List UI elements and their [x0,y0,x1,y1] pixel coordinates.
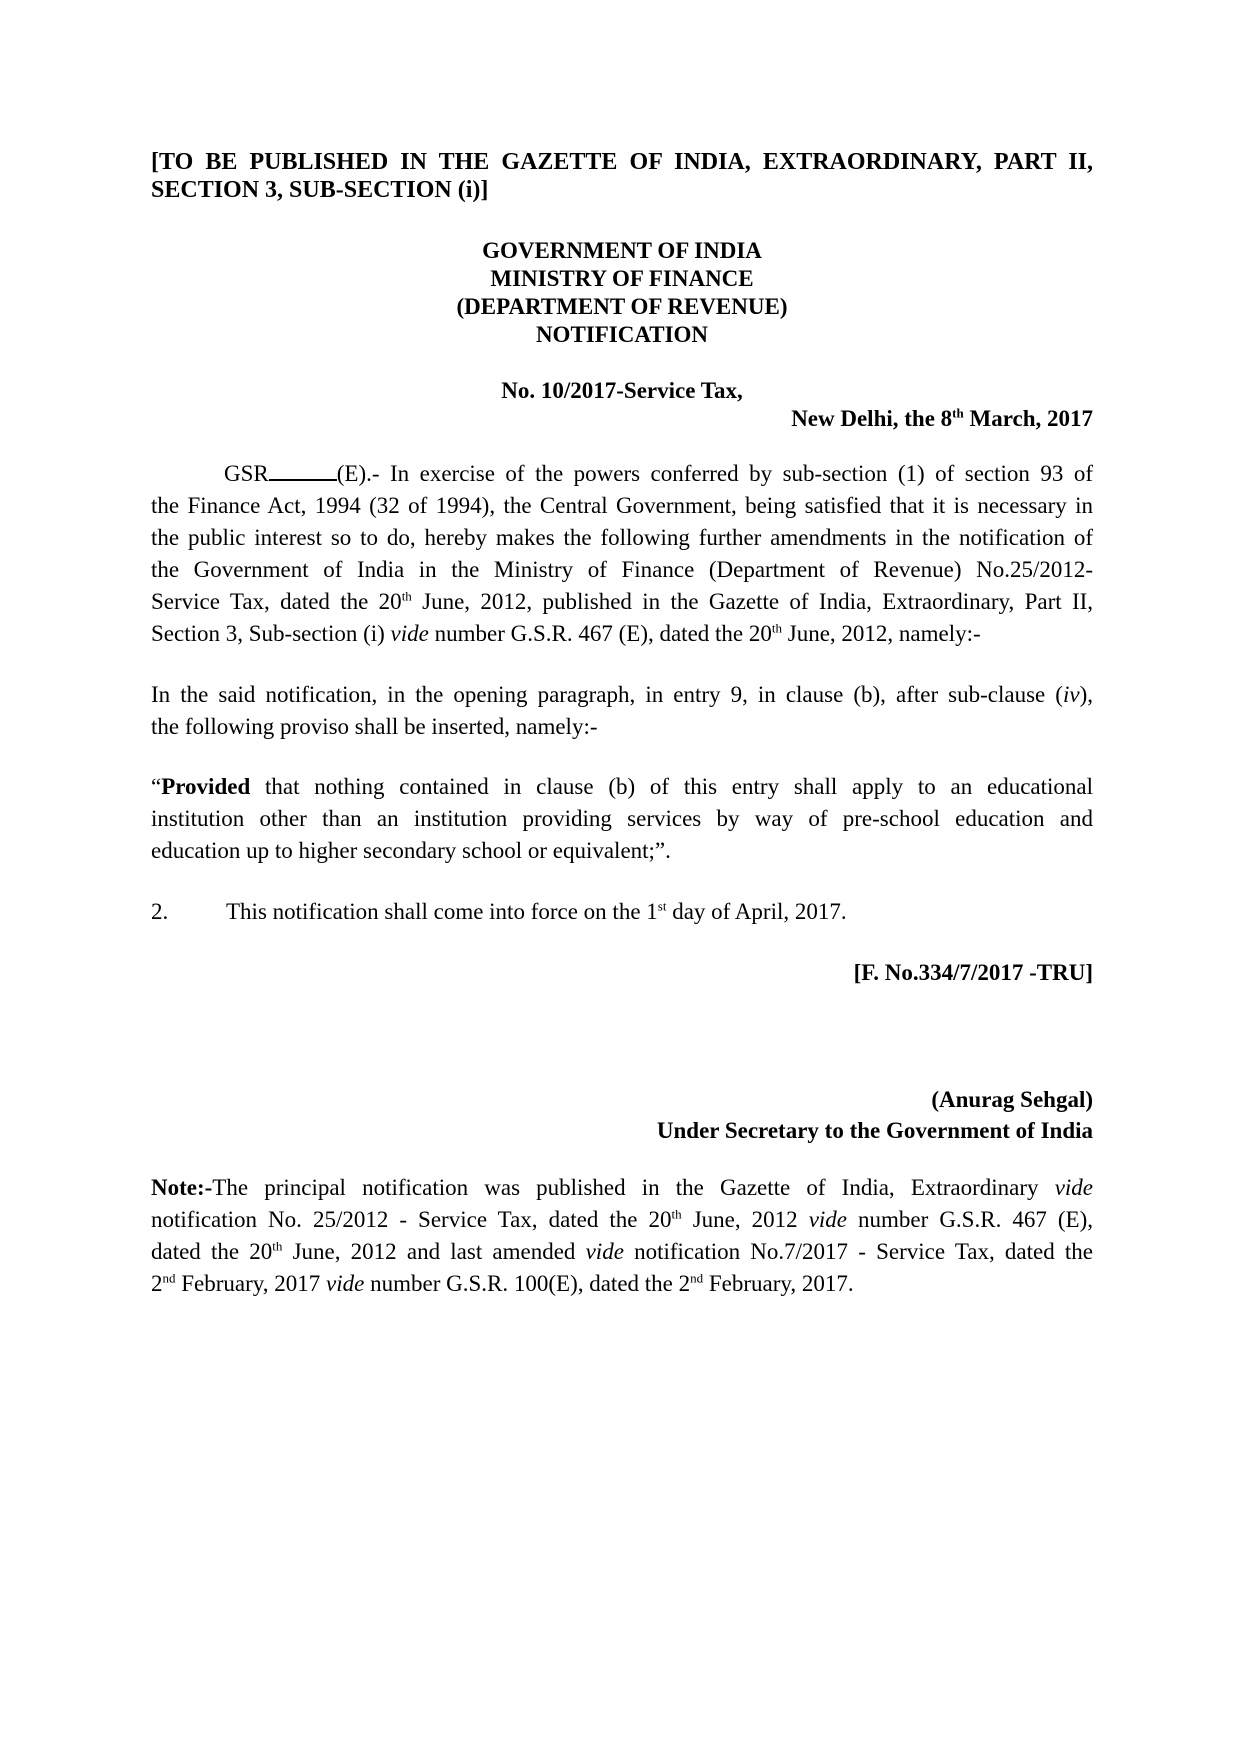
preamble-line5: Service Tax, dated the 20th June, 2012, published in the Gazette of India, Extraordinary, Part II, [151,588,1094,614]
proviso-line3: education up to higher secondary school or equivalent;”. [151,838,671,863]
signatory-name: (Anurag Sehgal) [931,1087,1093,1112]
paragraph-amendment [151,679,1093,743]
file-reference: [F. No.334/7/2017 -TRU] [853,960,1093,985]
preamble-line1: GSR (E).- In exercise of the powers conferred by sub-section (1) of section 93 of [224,461,1093,486]
proviso-line2: institution other than an institution providing services by way of pre-school education and [151,806,1093,831]
department-line: (DEPARTMENT OF REVENUE) [456,294,788,319]
gazette-header-line2: SECTION 3, SUB-SECTION (i)] [151,177,489,203]
paragraph-proviso [151,771,1093,867]
government-line: GOVERNMENT OF INDIA [482,238,762,263]
paragraph-preamble [151,458,1093,650]
signatory-designation: Under Secretary to the Government of India [656,1118,1093,1143]
notification-title: NOTIFICATION [535,322,709,347]
amendment-line1: In the said notification, in the opening paragraph, in entry 9, in clause (b), after sub-clause (iv), [151,682,1093,707]
gazette-header-line1: [TO BE PUBLISHED IN THE GAZETTE OF INDIA, EXTRAORDINARY, PART II, [151,149,1093,175]
notification-number: No. 10/2017-Service Tax, [501,378,743,403]
preamble-line6: Section 3, Sub-section (i) vide number G.S.R. 467 (E), dated the 20th June, 2012, namely:- [151,620,981,646]
signature-block [151,1084,1093,1146]
note-line3: dated the 20th June, 2012 and last amended vide notification No.7/2017 - Service Tax, dated the [151,1238,1093,1264]
paragraph-number: 2. [151,899,169,924]
government-heading [151,237,1093,349]
date-superscript: th [952,405,964,421]
preamble-line4: the Government of India in the Ministry of Finance (Department of Revenue) No.25/2012- [151,557,1093,582]
preamble-line3: the public interest so to do, hereby makes the following further amendments in the notification of [151,525,1093,550]
gsr-number-blank [269,459,337,481]
note-line2: notification No. 25/2012 - Service Tax, dated the 20th June, 2012 vide number G.S.R. 467 (E), [151,1206,1093,1232]
amendment-line2: the following proviso shall be inserted, namely:- [151,714,598,739]
date-text-end: March, 2017 [963,406,1093,431]
gazette-header [151,148,1093,204]
note-paragraph [151,1172,1093,1300]
notification-date [151,405,1093,433]
date-text: New Delhi, the 8 [791,406,953,431]
note-label: Note:- [151,1175,213,1200]
ministry-line: MINISTRY OF FINANCE [490,266,754,291]
preamble-line2: the Finance Act, 1994 (32 of 1994), the Central Government, being satisfied that it is necessary in [151,493,1093,518]
proviso-line1: “Provided that nothing contained in clause (b) of this entry shall apply to an educational [151,774,1093,799]
paragraph-commencement: 2. This notification shall come into force on the 1st day of April, 2017. [151,896,1093,928]
note-line1: Note:-The principal notification was published in the Gazette of India, Extraordinary vide [151,1175,1093,1200]
note-line4: 2nd February, 2017 vide number G.S.R. 100(E), dated the 2nd February, 2017. [151,1270,854,1296]
